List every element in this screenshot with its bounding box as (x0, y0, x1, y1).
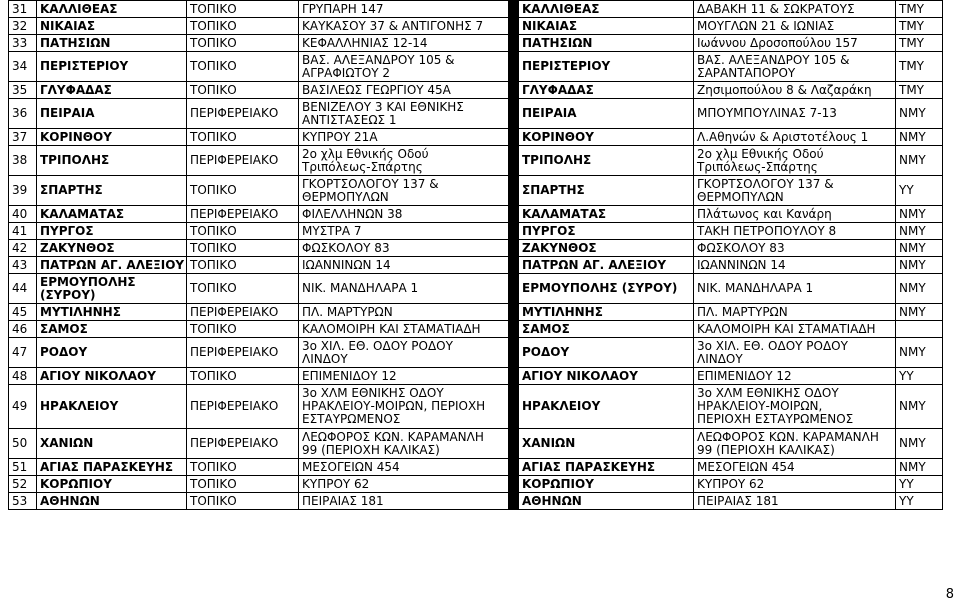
office-city: ΣΑΜΟΣ (37, 321, 187, 338)
office-address: ΜΥΣΤΡΑ 7 (299, 223, 509, 240)
new-office-city: ΠΑΤΡΩΝ ΑΓ. ΑΛΕΞΙΟΥ (519, 257, 694, 274)
new-office-address: ΓΚΟΡΤΣΟΛΟΓΟΥ 137 & ΘΕΡΜΟΠΥΛΩΝ (694, 176, 896, 206)
new-office-city: ΕΡΜΟΥΠΟΛΗΣ (ΣΥΡΟΥ) (519, 274, 694, 304)
separator (509, 321, 519, 338)
row-number: 48 (9, 368, 37, 385)
office-type: ΠΕΡΙΦΕΡΕΙΑΚΟ (187, 429, 299, 459)
office-city: ΧΑΝΙΩΝ (37, 429, 187, 459)
office-address: ΓΚΟΡΤΣΟΛΟΓΟΥ 137 & ΘΕΡΜΟΠΥΛΩΝ (299, 176, 509, 206)
office-city: ΖΑΚΥΝΘΟΣ (37, 240, 187, 257)
service-code: ΥΥ (896, 368, 943, 385)
new-office-city: ΚΑΛΛΙΘΕΑΣ (519, 1, 694, 18)
office-address: ΚΥΠΡΟΥ 62 (299, 476, 509, 493)
separator (509, 146, 519, 176)
new-office-address: Ζησιμοπούλου 8 & Λαζαράκη (694, 82, 896, 99)
row-number: 46 (9, 321, 37, 338)
office-city: ΡΟΔΟΥ (37, 338, 187, 368)
office-city: ΠΥΡΓΟΣ (37, 223, 187, 240)
table-row (9, 35, 943, 52)
table-row (9, 99, 943, 129)
office-type: ΠΕΡΙΦΕΡΕΙΑΚΟ (187, 338, 299, 368)
new-office-address: 3ο ΧΛΜ ΕΘΝΙΚΗΣ ΟΔΟΥ ΗΡΑΚΛΕΙΟΥ-ΜΟΙΡΩΝ, ΠΕΡΙΟΧΗ ΕΣΤΑΥΡΩΜΕΝΟΣ (694, 385, 896, 429)
office-address: 2ο χλμ Εθνικής Οδού Τριπόλεως-Σπάρτης (299, 146, 509, 176)
service-code: ΝΜΥ (896, 223, 943, 240)
office-address: 3ο ΧΛΜ ΕΘΝΙΚΗΣ ΟΔΟΥ ΗΡΑΚΛΕΙΟΥ-ΜΟΙΡΩΝ, ΠΕΡΙΟΧΗ ΕΣΤΑΥΡΩΜΕΝΟΣ (299, 385, 509, 429)
new-office-address: Λ.Αθηνών & Αριστοτέλους 1 (694, 129, 896, 146)
office-city: ΕΡΜΟΥΠΟΛΗΣ (ΣΥΡΟΥ) (37, 274, 187, 304)
table-row (9, 304, 943, 321)
separator (509, 99, 519, 129)
new-office-city: ΚΑΛΑΜΑΤΑΣ (519, 206, 694, 223)
new-office-city: ΖΑΚΥΝΘΟΣ (519, 240, 694, 257)
new-office-city: ΠΕΙΡΑΙΑ (519, 99, 694, 129)
new-office-city: ΠΥΡΓΟΣ (519, 223, 694, 240)
new-office-address: Πλάτωνος και Κανάρη (694, 206, 896, 223)
new-office-city: ΑΓΙΟΥ ΝΙΚΟΛΑΟΥ (519, 368, 694, 385)
new-office-city: ΓΛΥΦΑΔΑΣ (519, 82, 694, 99)
office-city: ΑΓΙΑΣ ΠΑΡΑΣΚΕΥΗΣ (37, 459, 187, 476)
office-city: ΜΥΤΙΛΗΝΗΣ (37, 304, 187, 321)
new-office-city: ΚΟΡΩΠΙΟΥ (519, 476, 694, 493)
office-address: ΛΕΩΦΟΡΟΣ ΚΩΝ. ΚΑΡΑΜΑΝΛΗ 99 (ΠΕΡΙΟΧΗ ΚΑΛΙΚΑΣ) (299, 429, 509, 459)
office-address: ΚΥΠΡΟΥ 21Α (299, 129, 509, 146)
table-row (9, 338, 943, 368)
row-number: 50 (9, 429, 37, 459)
service-code: ΤΜΥ (896, 18, 943, 35)
table-row (9, 385, 943, 429)
service-code: ΤΜΥ (896, 52, 943, 82)
separator (509, 274, 519, 304)
office-address: ΒΑΣ. ΑΛΕΞΑΝΔΡΟΥ 105 & ΑΓΡΑΦΙΩΤΟΥ 2 (299, 52, 509, 82)
service-code: ΥΥ (896, 176, 943, 206)
new-office-address: ΠΛ. ΜΑΡΤΥΡΩΝ (694, 304, 896, 321)
office-type: ΤΟΠΙΚΟ (187, 274, 299, 304)
row-number: 33 (9, 35, 37, 52)
table-row (9, 429, 943, 459)
table-row (9, 368, 943, 385)
office-city: ΝΙΚΑΙΑΣ (37, 18, 187, 35)
table-row (9, 18, 943, 35)
row-number: 37 (9, 129, 37, 146)
service-code: ΝΜΥ (896, 274, 943, 304)
new-office-city: ΗΡΑΚΛΕΙΟΥ (519, 385, 694, 429)
office-address: 3ο ΧΙΛ. ΕΘ. ΟΔΟΥ ΡΟΔΟΥ ΛΙΝΔΟΥ (299, 338, 509, 368)
new-office-address: ΦΩΣΚΟΛΟΥ 83 (694, 240, 896, 257)
office-type: ΤΟΠΙΚΟ (187, 18, 299, 35)
row-number: 53 (9, 493, 37, 510)
service-code: ΥΥ (896, 493, 943, 510)
separator (509, 129, 519, 146)
separator (509, 459, 519, 476)
separator (509, 338, 519, 368)
separator (509, 82, 519, 99)
row-number: 43 (9, 257, 37, 274)
service-code: ΝΜΥ (896, 459, 943, 476)
row-number: 40 (9, 206, 37, 223)
office-type: ΤΟΠΙΚΟ (187, 240, 299, 257)
office-city: ΚΟΡΩΠΙΟΥ (37, 476, 187, 493)
table-row (9, 493, 943, 510)
row-number: 52 (9, 476, 37, 493)
row-number: 44 (9, 274, 37, 304)
new-office-address: Ιωάννου Δροσοπούλου 157 (694, 35, 896, 52)
row-number: 31 (9, 1, 37, 18)
new-office-city: ΑΓΙΑΣ ΠΑΡΑΣΚΕΥΗΣ (519, 459, 694, 476)
table-row (9, 240, 943, 257)
row-number: 45 (9, 304, 37, 321)
service-code: ΝΜΥ (896, 338, 943, 368)
new-office-city: ΧΑΝΙΩΝ (519, 429, 694, 459)
office-city: ΠΑΤΗΣΙΩΝ (37, 35, 187, 52)
office-type: ΤΟΠΙΚΟ (187, 52, 299, 82)
new-office-address: ΝΙΚ. ΜΑΝΔΗΛΑΡΑ 1 (694, 274, 896, 304)
office-type: ΤΟΠΙΚΟ (187, 321, 299, 338)
service-code: ΤΜΥ (896, 82, 943, 99)
office-city: ΓΛΥΦΑΔΑΣ (37, 82, 187, 99)
office-type: ΤΟΠΙΚΟ (187, 1, 299, 18)
new-office-address: ΚΥΠΡΟΥ 62 (694, 476, 896, 493)
table-row (9, 274, 943, 304)
new-office-city: ΑΘΗΝΩΝ (519, 493, 694, 510)
table-row (9, 206, 943, 223)
row-number: 38 (9, 146, 37, 176)
separator (509, 385, 519, 429)
office-type: ΤΟΠΙΚΟ (187, 35, 299, 52)
separator (509, 1, 519, 18)
office-type: ΠΕΡΙΦΕΡΕΙΑΚΟ (187, 99, 299, 129)
office-address: ΚΕΦΑΛΛΗΝΙΑΣ 12-14 (299, 35, 509, 52)
separator (509, 429, 519, 459)
row-number: 39 (9, 176, 37, 206)
service-code: ΤΜΥ (896, 1, 943, 18)
row-number: 35 (9, 82, 37, 99)
office-city: ΗΡΑΚΛΕΙΟΥ (37, 385, 187, 429)
new-office-address: ΙΩΑΝΝΙΝΩΝ 14 (694, 257, 896, 274)
office-address: ΕΠΙΜΕΝΙΔΟΥ 12 (299, 368, 509, 385)
row-number: 34 (9, 52, 37, 82)
office-address: ΠΕΙΡΑΙΑΣ 181 (299, 493, 509, 510)
row-number: 41 (9, 223, 37, 240)
separator (509, 476, 519, 493)
office-address: ΝΙΚ. ΜΑΝΔΗΛΑΡΑ 1 (299, 274, 509, 304)
service-code: ΤΜΥ (896, 35, 943, 52)
separator (509, 257, 519, 274)
row-number: 32 (9, 18, 37, 35)
service-code: ΝΜΥ (896, 146, 943, 176)
office-address: ΒΑΣΙΛΕΩΣ ΓΕΩΡΓΙΟΥ 45Α (299, 82, 509, 99)
new-office-address: ΜΠΟΥΜΠΟΥΛΙΝΑΣ 7-13 (694, 99, 896, 129)
office-address: ΦΙΛΕΛΛΗΝΩΝ 38 (299, 206, 509, 223)
new-office-address: ΤΑΚΗ ΠΕΤΡΟΠΟΥΛΟΥ 8 (694, 223, 896, 240)
separator (509, 18, 519, 35)
office-type: ΤΟΠΙΚΟ (187, 493, 299, 510)
new-office-address: ΛΕΩΦΟΡΟΣ ΚΩΝ. ΚΑΡΑΜΑΝΛΗ 99 (ΠΕΡΙΟΧΗ ΚΑΛΙΚΑΣ) (694, 429, 896, 459)
separator (509, 35, 519, 52)
office-address: ΒΕΝΙΖΕΛΟΥ 3 ΚΑΙ ΕΘΝΙΚΗΣ ΑΝΤΙΣΤΑΣΕΩΣ 1 (299, 99, 509, 129)
office-city: ΣΠΑΡΤΗΣ (37, 176, 187, 206)
office-type: ΠΕΡΙΦΕΡΕΙΑΚΟ (187, 146, 299, 176)
new-office-city: ΠΑΤΗΣΙΩΝ (519, 35, 694, 52)
new-office-city: ΤΡΙΠΟΛΗΣ (519, 146, 694, 176)
office-type: ΤΟΠΙΚΟ (187, 476, 299, 493)
service-code: ΝΜΥ (896, 206, 943, 223)
table-row (9, 476, 943, 493)
new-office-address: ΕΠΙΜΕΝΙΔΟΥ 12 (694, 368, 896, 385)
row-number: 36 (9, 99, 37, 129)
page-number: 8 (945, 587, 954, 602)
new-office-address: ΚΑΛΟΜΟΙΡΗ ΚΑΙ ΣΤΑΜΑΤΙΑΔΗ (694, 321, 896, 338)
office-type: ΤΟΠΙΚΟ (187, 459, 299, 476)
new-office-address: ΔΑΒΑΚΗ 11 & ΣΩΚΡΑΤΟΥΣ (694, 1, 896, 18)
service-code: ΝΜΥ (896, 257, 943, 274)
office-type: ΤΟΠΙΚΟ (187, 129, 299, 146)
row-number: 42 (9, 240, 37, 257)
office-address: ΦΩΣΚΟΛΟΥ 83 (299, 240, 509, 257)
office-city: ΠΕΡΙΣΤΕΡΙΟΥ (37, 52, 187, 82)
new-office-address: ΜΕΣΟΓΕΙΩΝ 454 (694, 459, 896, 476)
new-office-city: ΣΑΜΟΣ (519, 321, 694, 338)
service-code: ΝΜΥ (896, 99, 943, 129)
new-office-city: ΝΙΚΑΙΑΣ (519, 18, 694, 35)
service-code (896, 321, 943, 338)
office-type: ΠΕΡΙΦΕΡΕΙΑΚΟ (187, 385, 299, 429)
table-row (9, 1, 943, 18)
separator (509, 304, 519, 321)
new-office-address: ΒΑΣ. ΑΛΕΞΑΝΔΡΟΥ 105 & ΣΑΡΑΝΤΑΠΟΡΟΥ (694, 52, 896, 82)
service-code: ΝΜΥ (896, 385, 943, 429)
separator (509, 368, 519, 385)
new-office-address: 2ο χλμ Εθνικής Οδού Τριπόλεως-Σπάρτης (694, 146, 896, 176)
new-office-city: ΡΟΔΟΥ (519, 338, 694, 368)
office-address: ΜΕΣΟΓΕΙΩΝ 454 (299, 459, 509, 476)
service-code: ΝΜΥ (896, 429, 943, 459)
new-office-address: ΜΟΥΓΛΩΝ 21 & ΙΩΝΙΑΣ (694, 18, 896, 35)
office-city: ΤΡΙΠΟΛΗΣ (37, 146, 187, 176)
table-row (9, 146, 943, 176)
table-row (9, 459, 943, 476)
office-type: ΠΕΡΙΦΕΡΕΙΑΚΟ (187, 206, 299, 223)
office-city: ΑΓΙΟΥ ΝΙΚΟΛΑΟΥ (37, 368, 187, 385)
table-row (9, 321, 943, 338)
new-office-city: ΣΠΑΡΤΗΣ (519, 176, 694, 206)
table-row (9, 223, 943, 240)
office-address: ΚΑΥΚΑΣΟΥ 37 & ΑΝΤΙΓΟΝΗΣ 7 (299, 18, 509, 35)
office-type: ΠΕΡΙΦΕΡΕΙΑΚΟ (187, 304, 299, 321)
new-office-address: ΠΕΙΡΑΙΑΣ 181 (694, 493, 896, 510)
separator (509, 52, 519, 82)
new-office-city: ΠΕΡΙΣΤΕΡΙΟΥ (519, 52, 694, 82)
office-type: ΤΟΠΙΚΟ (187, 257, 299, 274)
separator (509, 240, 519, 257)
office-city: ΚΑΛΛΙΘΕΑΣ (37, 1, 187, 18)
office-city: ΚΟΡΙΝΘΟΥ (37, 129, 187, 146)
row-number: 49 (9, 385, 37, 429)
offices-table-body (9, 1, 943, 510)
new-office-address: 3ο ΧΙΛ. ΕΘ. ΟΔΟΥ ΡΟΔΟΥ ΛΙΝΔΟΥ (694, 338, 896, 368)
table-row (9, 52, 943, 82)
office-city: ΚΑΛΑΜΑΤΑΣ (37, 206, 187, 223)
service-code: ΝΜΥ (896, 129, 943, 146)
office-type: ΤΟΠΙΚΟ (187, 176, 299, 206)
office-address: ΠΛ. ΜΑΡΤΥΡΩΝ (299, 304, 509, 321)
office-address: ΚΑΛΟΜΟΙΡΗ ΚΑΙ ΣΤΑΜΑΤΙΑΔΗ (299, 321, 509, 338)
new-office-city: ΜΥΤΙΛΗΝΗΣ (519, 304, 694, 321)
office-address: ΙΩΑΝΝΙΝΩΝ 14 (299, 257, 509, 274)
separator (509, 493, 519, 510)
separator (509, 176, 519, 206)
new-office-city: ΚΟΡΙΝΘΟΥ (519, 129, 694, 146)
table-row (9, 129, 943, 146)
office-type: ΤΟΠΙΚΟ (187, 82, 299, 99)
separator (509, 206, 519, 223)
office-type: ΤΟΠΙΚΟ (187, 223, 299, 240)
service-code: ΝΜΥ (896, 304, 943, 321)
table-row (9, 176, 943, 206)
service-code: ΝΜΥ (896, 240, 943, 257)
row-number: 51 (9, 459, 37, 476)
office-city: ΠΑΤΡΩΝ ΑΓ. ΑΛΕΞΙΟΥ (37, 257, 187, 274)
offices-table (8, 0, 943, 510)
row-number: 47 (9, 338, 37, 368)
office-address: ΓΡΥΠΑΡΗ 147 (299, 1, 509, 18)
separator (509, 223, 519, 240)
office-city: ΑΘΗΝΩΝ (37, 493, 187, 510)
table-row (9, 82, 943, 99)
service-code: ΥΥ (896, 476, 943, 493)
office-type: ΤΟΠΙΚΟ (187, 368, 299, 385)
table-row (9, 257, 943, 274)
office-city: ΠΕΙΡΑΙΑ (37, 99, 187, 129)
